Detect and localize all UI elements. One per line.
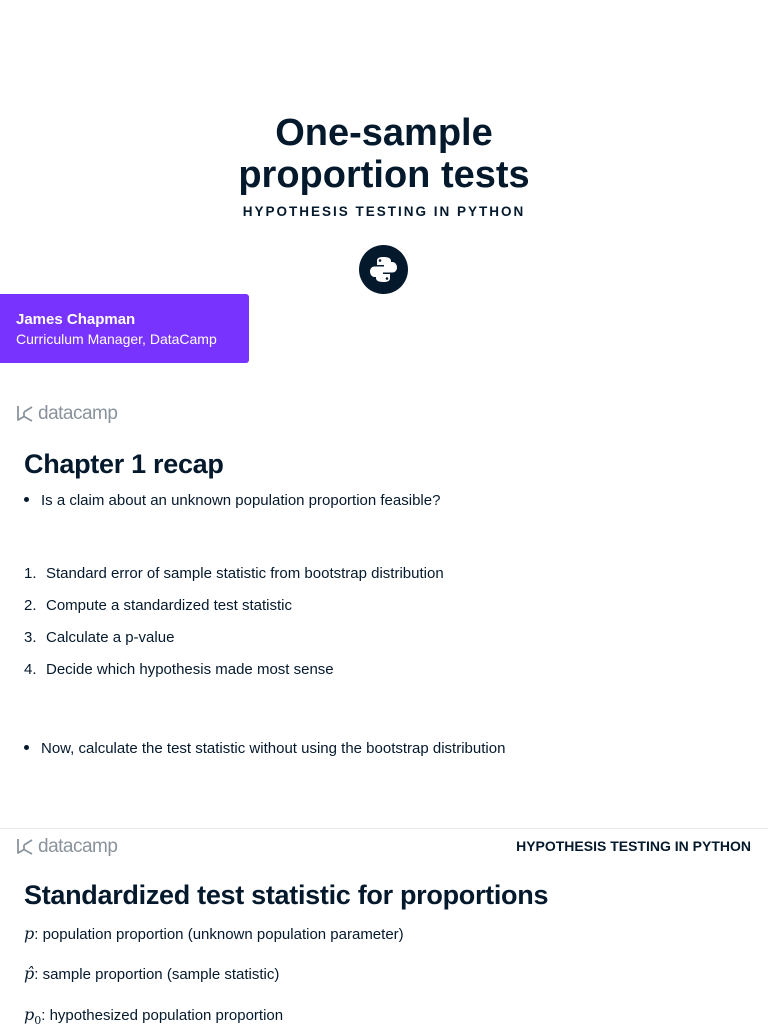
step-number: 3. [24, 629, 37, 646]
test-statistic-slide [0, 828, 768, 1025]
bullet-dot-icon [24, 497, 29, 502]
step-number: 4. [24, 661, 37, 678]
recap-slide [0, 395, 768, 828]
bullet-dot-icon [24, 745, 29, 750]
step-text: Calculate a p-value [46, 629, 175, 646]
datacamp-logo [16, 836, 117, 858]
recap-heading: Chapter 1 recap [24, 449, 224, 479]
symbol [24, 1005, 42, 1027]
course-header: HYPOTHESIS TESTING IN PYTHON [516, 838, 751, 854]
datacamp-wordmark: datacamp [38, 836, 118, 857]
python-logo-icon [359, 245, 408, 294]
author-role: Curriculum Manager, DataCamp [16, 331, 217, 347]
datacamp-mark-icon [16, 837, 34, 857]
slide-title [0, 112, 768, 196]
step-item [24, 661, 334, 678]
definition-text: : sample proportion (sample statistic) [34, 966, 280, 983]
statistic-heading: Standardized test statistic for proportions [24, 880, 549, 910]
datacamp-mark-icon [16, 404, 34, 424]
datacamp-wordmark: datacamp [38, 403, 118, 424]
datacamp-logo [16, 403, 117, 425]
author-card [0, 294, 249, 363]
step-text: Compute a standardized test statistic [46, 597, 292, 614]
step-number: 2. [24, 597, 37, 614]
title-line-1: One-sample [275, 112, 493, 154]
title-slide [0, 0, 768, 395]
step-number: 1. [24, 565, 37, 582]
symbol-subscript: 0 [34, 1014, 42, 1027]
course-name: HYPOTHESIS TESTING IN PYTHON [242, 204, 526, 219]
definition-p [24, 924, 404, 943]
definition-text: : population proportion (unknown population parameter) [34, 926, 404, 943]
title-line-2: proportion tests [238, 154, 530, 196]
step-item [24, 629, 174, 646]
definition-text: : hypothesized population proportion [41, 1007, 284, 1024]
recap-bullet-2 [24, 740, 505, 757]
recap-bullet-1 [24, 492, 440, 509]
symbol: p [24, 924, 35, 943]
author-name: James Chapman [16, 311, 136, 328]
definition-p-hat [24, 964, 279, 983]
step-item [24, 597, 292, 614]
step-item [24, 565, 444, 582]
bullet-text: Now, calculate the test statistic without using the bootstrap distribution [41, 740, 506, 757]
step-text: Decide which hypothesis made most sense [46, 661, 334, 678]
symbol-base: p [24, 1005, 35, 1024]
step-text: Standard error of sample statistic from bootstrap distribution [46, 565, 444, 582]
symbol: p̂ [24, 964, 35, 983]
bullet-text: Is a claim about an unknown population proportion feasible? [41, 492, 441, 509]
